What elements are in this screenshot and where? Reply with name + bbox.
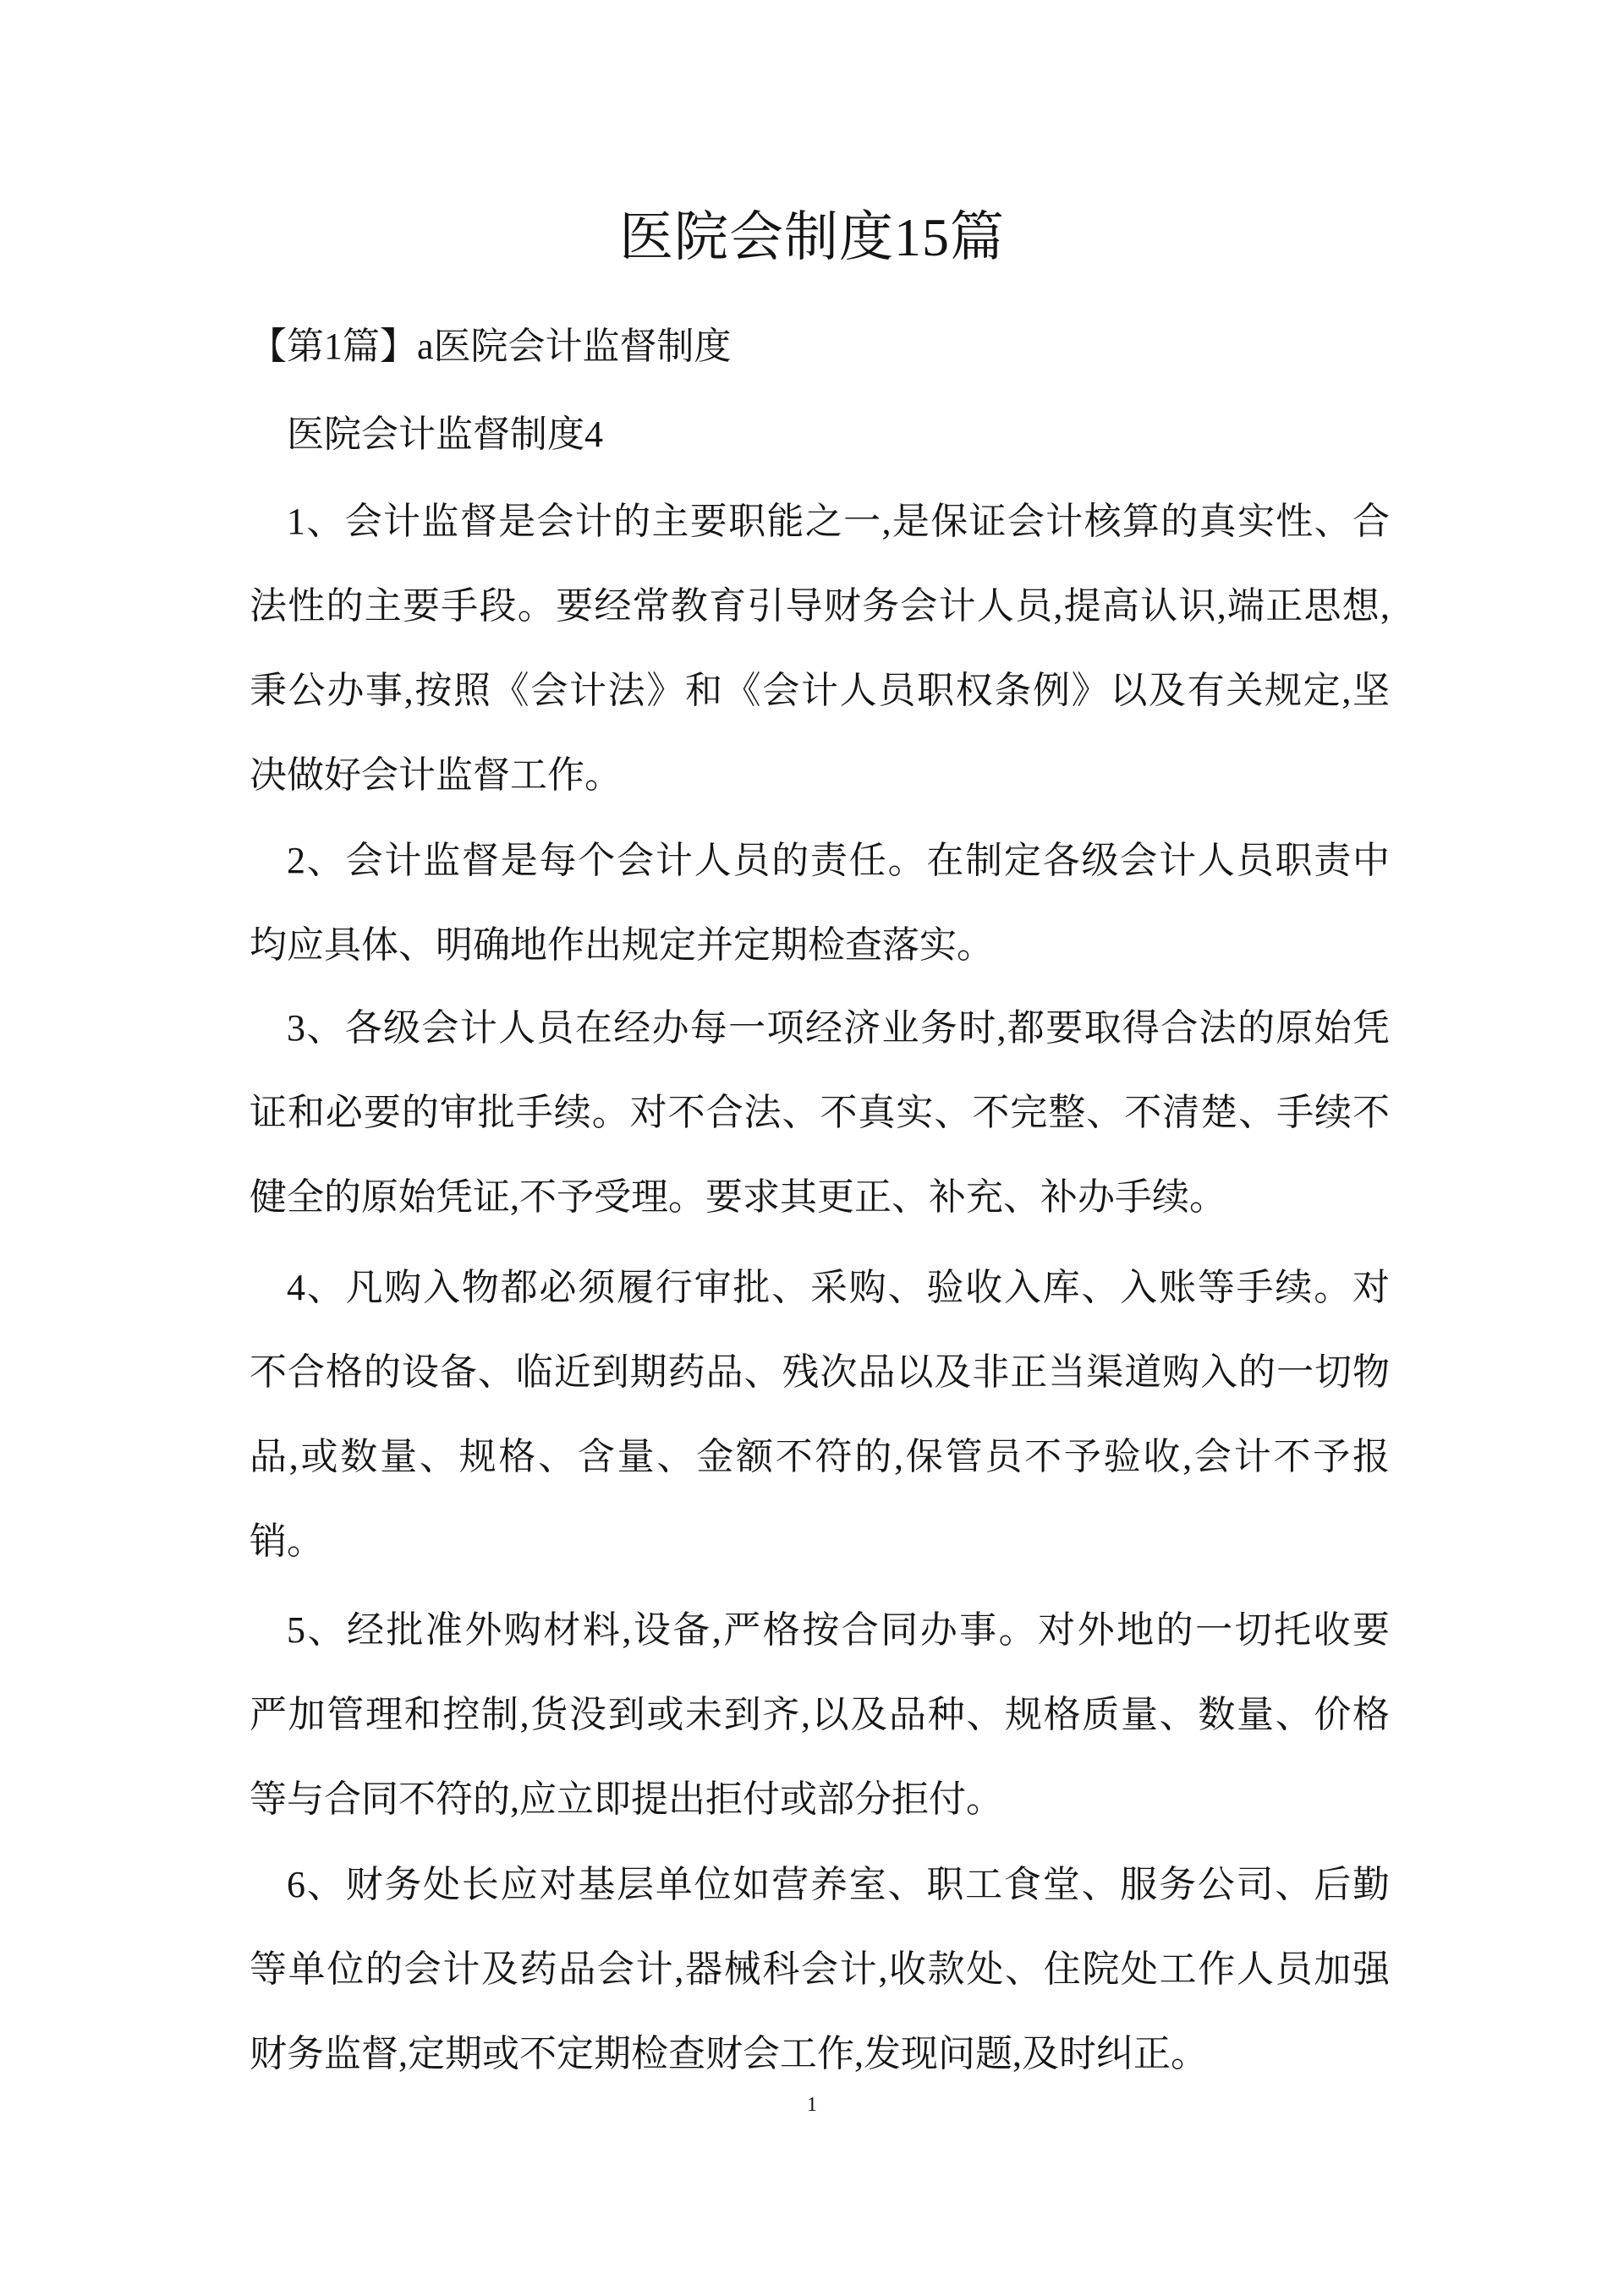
paragraph-line: 秉公办事,按照《会计法》和《会计人员职权条例》以及有关规定,坚 xyxy=(250,670,1390,711)
paragraph-line: 不合格的设备、临近到期药品、残次品以及非正当渠道购入的一切物 xyxy=(250,1351,1390,1393)
paragraph-line: 等单位的会计及药品会计,器械科会计,收款处、住院处工作人员加强 xyxy=(250,1948,1390,1990)
paragraph-5 xyxy=(250,1588,1390,1842)
section-heading: 【第1篇】a医院会计监督制度 xyxy=(250,326,732,367)
paragraph-line: 2、会计监督是每个会计人员的责任。在制定各级会计人员职责中 xyxy=(287,840,1390,881)
paragraph-line: 均应具体、明确地作出规定并定期检查落实。 xyxy=(250,924,994,966)
paragraph-4 xyxy=(250,1246,1390,1584)
paragraph-line: 决做好会计监督工作。 xyxy=(250,754,622,796)
paragraph-line: 财务监督,定期或不定期检查财会工作,发现问题,及时纠正。 xyxy=(250,2033,1208,2074)
paragraph-line: 等与合同不符的,应立即提出拒付或部分拒付。 xyxy=(250,1778,1003,1820)
paragraph-line: 6、财务处长应对基层单位如营养室、职工食堂、服务公司、后勤 xyxy=(287,1864,1390,1905)
paragraph-line: 4、凡购入物都必须履行审批、采购、验收入库、入账等手续。对 xyxy=(287,1267,1390,1308)
paragraph-line: 严加管理和控制,货没到或未到齐,以及品种、规格质量、数量、价格 xyxy=(250,1694,1390,1735)
paragraph-line: 法性的主要手段。要经常教育引导财务会计人员,提高认识,端正思想, xyxy=(250,585,1390,627)
paragraph-line: 健全的原始凭证,不予受理。要求其更正、补充、补办手续。 xyxy=(250,1176,1226,1218)
paragraph-1 xyxy=(250,479,1390,818)
paragraph-3 xyxy=(250,986,1390,1240)
paragraph-line: 3、各级会计人员在经办每一项经济业务时,都要取得合法的原始凭 xyxy=(287,1007,1390,1049)
document-title: 医院会制度15篇 xyxy=(619,207,1005,267)
paragraph-line: 销。 xyxy=(250,1521,324,1562)
paragraph-line: 证和必要的审批手续。对不合法、不真实、不完整、不清楚、手续不 xyxy=(250,1092,1390,1133)
paragraph-line: 品,或数量、规格、含量、金额不符的,保管员不予验收,会计不予报 xyxy=(250,1436,1390,1477)
page-number: 1 xyxy=(807,2094,817,2116)
paragraph-line: 5、经批准外购材料,设备,严格按合同办事。对外地的一切托收要 xyxy=(287,1609,1390,1651)
paragraph-6 xyxy=(250,1843,1390,2096)
subheading: 医院会计监督制度4 xyxy=(287,414,603,455)
paragraph-line: 1、会计监督是会计的主要职能之一,是保证会计核算的真实性、合 xyxy=(287,501,1390,542)
paragraph-2 xyxy=(250,819,1390,988)
